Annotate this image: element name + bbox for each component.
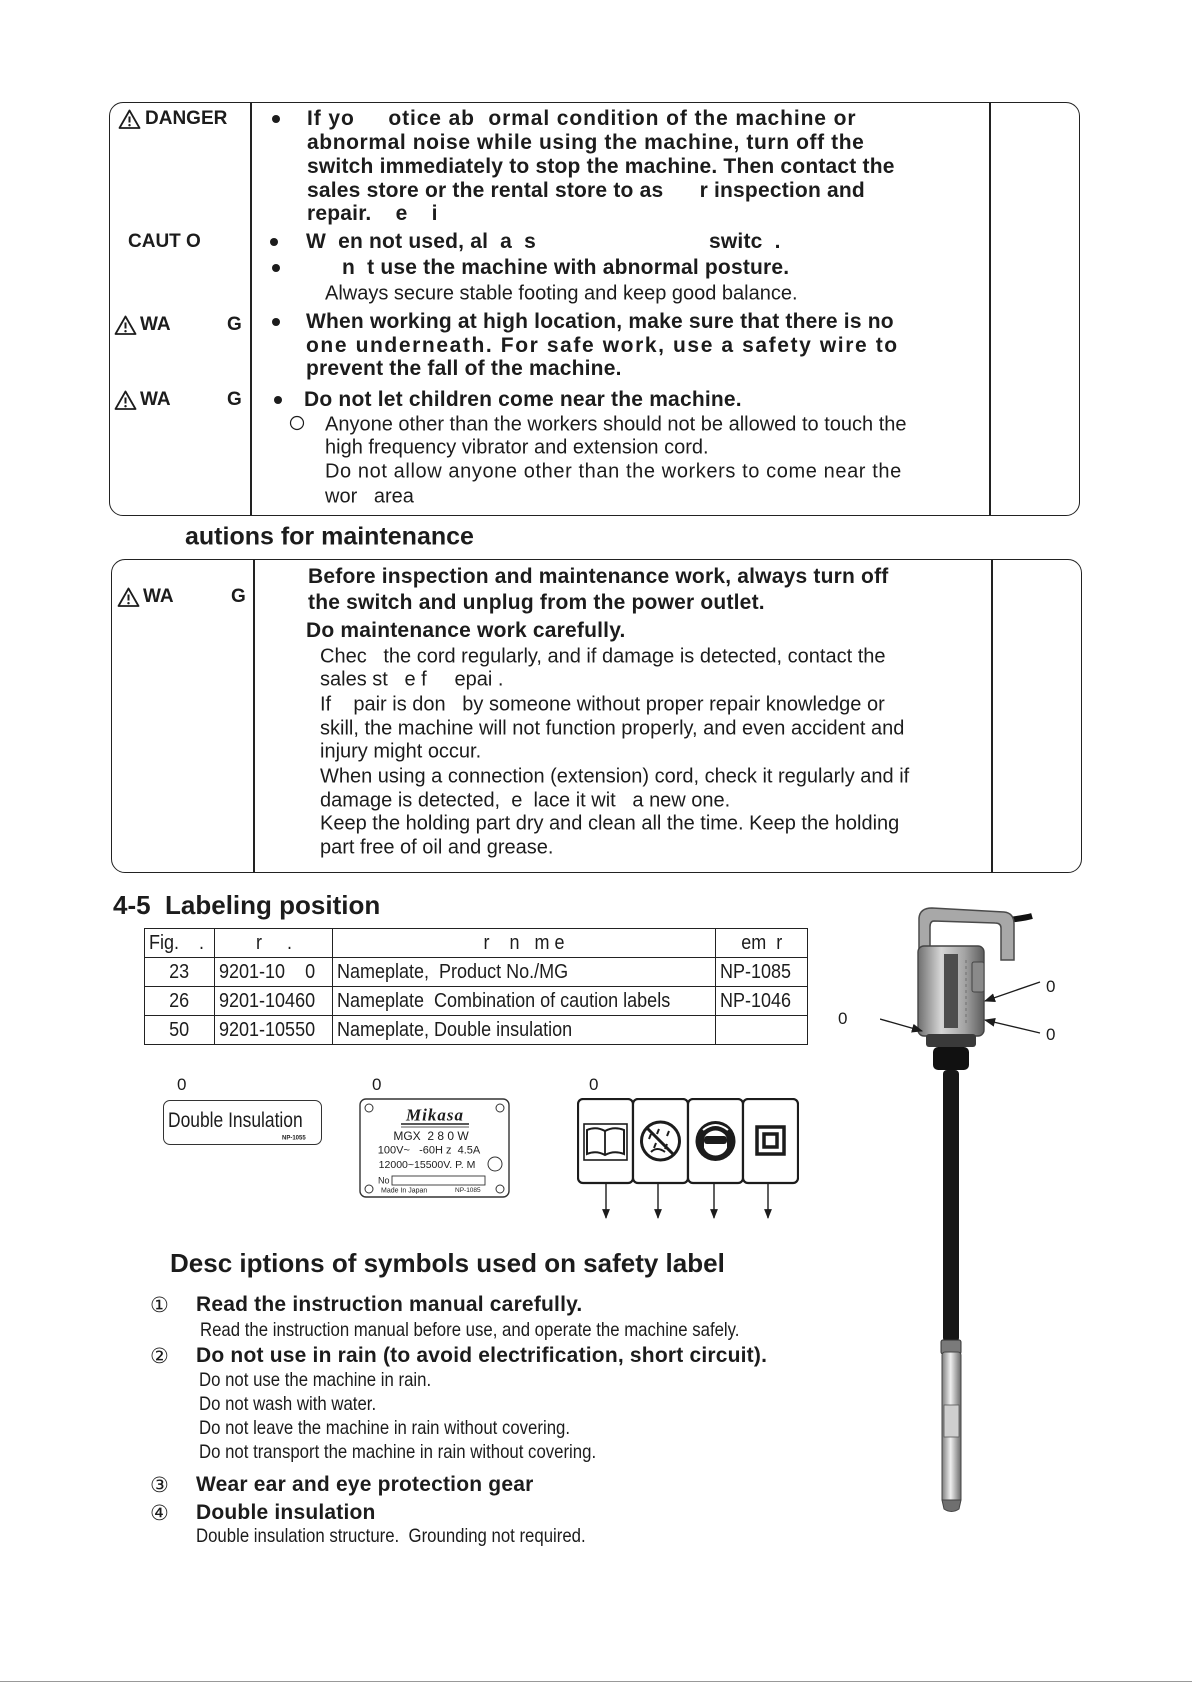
table-cell: Nameplate, Double insulation [332, 1016, 716, 1045]
table-header-cell: r . [215, 929, 333, 958]
callout-number: 0 [838, 1009, 848, 1029]
symbol-note: Double insulation structure. Grounding not required. [196, 1524, 586, 1547]
table-cell: 9201-10460 [215, 987, 333, 1016]
table-cell: 9201-10550 [215, 1016, 333, 1045]
warning-triangle-icon [118, 109, 141, 130]
table-cell: 50 [145, 1016, 215, 1045]
callout-number: 0 [1046, 977, 1056, 997]
caution-note: Always secure stable footing and keep good balance. [325, 282, 798, 305]
table-row [145, 987, 808, 1016]
double-insulation-label [163, 1100, 322, 1145]
column-divider [991, 559, 993, 873]
bullet [272, 115, 280, 123]
maintenance-note: Chec the cord regularly, and if damage is detected, contact the [320, 645, 886, 668]
table-cell: NP-1046 [716, 987, 808, 1016]
vibrator-head-marking [944, 1405, 959, 1437]
double-insulation-label-code: NP-1055 [282, 1135, 306, 1142]
maintenance-note: part free of oil and grease. [320, 836, 554, 859]
maintenance-note: skill, the machine will not function properly, and even accident and [320, 717, 905, 740]
symbol-title: Wear ear and eye protection gear [196, 1472, 534, 1496]
nameplate-serial-label: No [378, 1175, 390, 1186]
product-nameplate [359, 1098, 510, 1198]
symbol-title: Do not use in rain (to avoid electrification, short circuit). [196, 1343, 768, 1367]
nameplate-speed: 12000~15500V. P. M [378, 1158, 476, 1171]
table-header-cell: em r [716, 929, 808, 958]
maintenance-bold-line: Do maintenance work carefully. [306, 618, 626, 642]
warning-children-note: wor area [325, 485, 414, 508]
caution-text: W en not used, al a s [306, 229, 537, 253]
warning-label: WA [143, 586, 174, 608]
table-cell [716, 1016, 808, 1045]
table-cell: 26 [145, 987, 215, 1016]
warning-children-text: Do not let children come near the machine. [304, 387, 742, 411]
label-parts-table [144, 928, 808, 1045]
item-number: ① [150, 1292, 169, 1317]
no-rain-icon [633, 1099, 688, 1183]
symbol-title: Double insulation [196, 1500, 376, 1524]
table-cell: 23 [145, 958, 215, 987]
table-row [145, 1016, 808, 1045]
motor-housing-band [944, 954, 958, 1028]
warning-label: WA [140, 389, 171, 411]
symbol-note: Do not leave the machine in rain without covering. [199, 1416, 571, 1439]
nameplate-model: MGX 2 8 0 W [393, 1129, 469, 1143]
caution-label: CAUT O [128, 231, 201, 253]
table-cell: Nameplate, Product No./MG [332, 958, 716, 987]
flexible-hose [943, 1070, 959, 1342]
page-bottom-rule [0, 1681, 1192, 1682]
table-header-cell: r n m e [332, 929, 716, 958]
caution-symbols-label [577, 1098, 799, 1185]
book-icon [578, 1099, 633, 1183]
symbols-heading: Desc iptions of symbols used on safety label [170, 1248, 725, 1279]
warning-children-note: high frequency vibrator and extension cord. [325, 436, 709, 459]
maintenance-note: If pair is don by someone without proper repair knowledge or [320, 693, 885, 716]
table-header-row [145, 929, 808, 958]
maintenance-note: When using a connection (extension) cord, check it regularly and if [320, 765, 910, 788]
warning-text-line: one underneath. For safe work, use a safety wire to [306, 333, 899, 357]
caution-posture-text: n t use the machine with abnormal posture. [342, 255, 790, 279]
callout-arrow [985, 982, 1040, 1001]
warning-triangle-icon [114, 390, 137, 411]
open-circle-bullet-icon [289, 415, 305, 431]
warning-text-line: prevent the fall of the machine. [306, 356, 622, 380]
ear-eye-protection-icon [688, 1099, 743, 1183]
column-divider [253, 559, 255, 873]
bullet [274, 396, 282, 404]
symbol-title: Read the instruction manual carefully. [196, 1292, 583, 1316]
item-number: ④ [150, 1500, 169, 1525]
vibrator-illustration [880, 900, 1060, 1520]
warning-triangle-icon [117, 587, 140, 608]
callout-number: 0 [589, 1075, 599, 1095]
warning-label: WA [140, 314, 171, 336]
callout-number: 0 [177, 1075, 187, 1095]
double-insulation-icon [743, 1099, 798, 1183]
table-row [145, 958, 808, 987]
item-number: ② [150, 1343, 169, 1368]
table-cell: Nameplate Combination of caution labels [332, 987, 716, 1016]
danger-text-line: sales store or the rental store to as r inspection and [307, 178, 865, 202]
maintenance-note: damage is detected, e lace it wit a new one. [320, 789, 731, 812]
column-divider [989, 102, 991, 516]
maintenance-bold-line: Before inspection and maintenance work, always turn off [308, 564, 889, 588]
nameplate-power: 100V~ -60H z 4.5A [377, 1144, 481, 1157]
nameplate-code: NP-1085 [455, 1186, 481, 1194]
symbol-pointer-arrows [577, 1184, 799, 1222]
maintenance-note: injury might occur. [320, 740, 482, 763]
maintenance-bold-line: the switch and unplug from the power outlet. [308, 590, 765, 614]
warning-label: G [227, 314, 242, 336]
symbol-note: Read the instruction manual before use, and operate the machine safely. [200, 1318, 740, 1341]
caution-text-end: switc . [709, 229, 781, 253]
maintenance-note: Keep the holding part dry and clean all the time. Keep the holding [320, 812, 900, 835]
danger-text-line: If yo otice ab ormal condition of the machine or [307, 106, 857, 130]
symbol-note: Do not wash with water. [199, 1392, 377, 1415]
nameplate-brand-logo: Mikasa [406, 1105, 464, 1125]
vibrator-head-tip [942, 1500, 961, 1512]
warning-label: G [227, 389, 242, 411]
warning-children-note: Do not allow anyone other than the workers to come near the [325, 460, 902, 483]
labeling-heading: 4-5 Labeling position [113, 890, 381, 921]
callout-arrow [985, 1020, 1040, 1033]
callout-number: 0 [372, 1075, 382, 1095]
nameplate-origin: Made In Japan [381, 1187, 428, 1195]
item-number: ③ [150, 1472, 169, 1497]
danger-text-line: repair. e i [307, 201, 438, 225]
warning-label: G [231, 586, 246, 608]
danger-text-line: abnormal noise while using the machine, turn off the [307, 130, 865, 154]
symbol-note: Do not use the machine in rain. [199, 1368, 432, 1391]
danger-text-line: switch immediately to stop the machine. Then contact the [307, 154, 895, 178]
hose-collar [933, 1047, 969, 1070]
bullet [270, 238, 278, 246]
callout-arrow [880, 1019, 922, 1031]
maintenance-note: sales st e f epai . [320, 668, 504, 691]
warning-text-line: When working at high location, make sure that there is no [306, 309, 894, 333]
switch [972, 962, 984, 992]
bullet [272, 318, 280, 326]
danger-label: DANGER [145, 108, 228, 130]
symbol-note: Do not transport the machine in rain without covering. [199, 1440, 597, 1463]
bullet [272, 264, 280, 272]
callout-number: 0 [1046, 1025, 1056, 1045]
table-cell: 9201-10 0 [215, 958, 333, 987]
column-divider [250, 102, 252, 516]
warning-triangle-icon [114, 315, 137, 336]
double-insulation-label-text: Double Insulation [168, 1108, 303, 1132]
warning-children-note: Anyone other than the workers should not be allowed to touch the [325, 413, 907, 436]
maintenance-heading: autions for maintenance [185, 522, 474, 551]
housing-base [926, 1034, 976, 1047]
table-header-cell: Fig. . [145, 929, 215, 958]
table-cell: NP-1085 [716, 958, 808, 987]
